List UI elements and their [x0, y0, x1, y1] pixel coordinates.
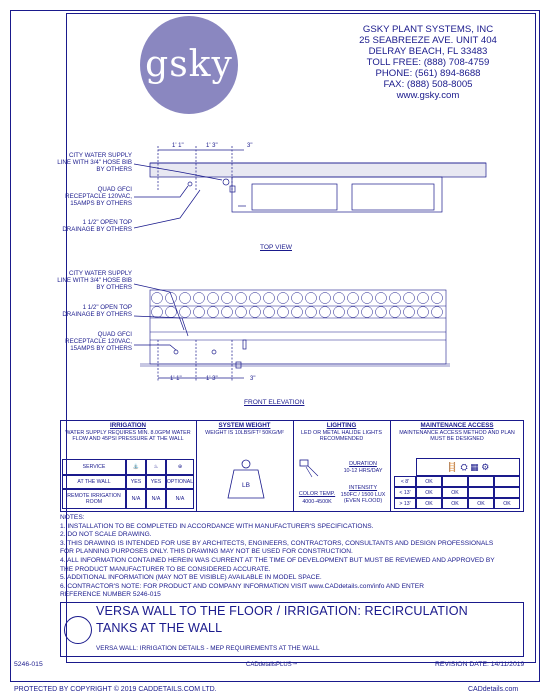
planter-pot — [348, 293, 359, 304]
planter-pot — [194, 307, 205, 318]
planter-pot — [376, 307, 387, 318]
note-item: REFERENCE NUMBER 5246-015 — [60, 591, 161, 599]
top-water-label: CITY WATER SUPPLY LINE WITH 3/4" HOSE BIB BY OTHERS — [57, 152, 132, 174]
planter-pot — [362, 307, 373, 318]
top-dim-2: 1' 3" — [206, 143, 218, 149]
planter-pot — [334, 307, 345, 318]
intensity-label: INTENSITY — [348, 485, 378, 491]
note-item: 3. THIS DRAWING IS INTENDED FOR USE BY ARCHITECTS, ENGINEERS, CONTRACTORS, CONSULTANTS AND DESIGN PROFESSIONALS — [60, 539, 494, 547]
detail-circle — [64, 616, 92, 644]
top-drain-label: 1 1/2" OPEN TOP DRAINAGE BY OTHERS — [62, 219, 132, 234]
top-dim-1: 1' 1" — [172, 143, 184, 149]
weight-icon — [226, 458, 266, 500]
drain-icon: ♨ — [153, 464, 159, 470]
irr-service: SERVICE — [62, 459, 126, 475]
front-gfci-label: QUAD GFCI RECEPTACLE 120VAC, 15AMPS BY OTHERS — [65, 331, 132, 353]
planter-pot — [180, 307, 191, 318]
scaffold-icon: ▦ — [470, 462, 479, 472]
maint-row-label: < 8' — [394, 476, 416, 487]
planter-pot — [390, 293, 401, 304]
planter-pot — [208, 307, 219, 318]
planter-pot — [292, 307, 303, 318]
note-item: 6. CONTRACTOR'S NOTE: FOR PRODUCT AND COMPANY INFORMATION VISIT www.CADdetails.com/info AND ENTER — [60, 582, 424, 590]
planter-pot — [376, 293, 387, 304]
copyright-footer: PROTECTED BY COPYRIGHT © 2019 CADDETAILS.COM LTD. — [14, 686, 217, 693]
note-item: THE PRODUCT MANUFACTURER TO BE CONSIDERED ACCURATE. — [60, 565, 271, 573]
company-website[interactable]: www.gsky.com — [396, 90, 460, 101]
front-water-label: CITY WATER SUPPLY LINE WITH 3/4" HOSE BIB BY OTHERS — [57, 270, 132, 292]
planter-pot — [306, 307, 317, 318]
maint-cell — [468, 487, 494, 498]
irr-row-val: N/A — [146, 489, 166, 509]
company-address: 25 SEABREEZE AVE. UNIT 404 — [359, 35, 497, 46]
note-item: FOR PLANNING PURPOSES ONLY. THIS DRAWING MAY NOT BE USED FOR CONSTRUCTION. — [60, 548, 353, 556]
spec-divider-3 — [390, 420, 391, 512]
irr-icon-1 — [126, 459, 146, 475]
company-name: GSKY PLANT SYSTEMS, INC — [362, 24, 494, 35]
logo-text: gsky — [145, 44, 233, 85]
drawing-title-line1: VERSA WALL TO THE FLOOR / IRRIGATION: RECIRCULATION — [96, 604, 468, 618]
irr-icon-3 — [166, 459, 194, 475]
company-tollfree: TOLL FREE: (888) 708-4759 — [366, 57, 490, 68]
drawing-subtitle: VERSA WALL: IRRIGATION DETAILS - MEP REQUIREMENTS AT THE WALL — [96, 645, 320, 652]
drawing-title-line2: TANKS AT THE WALL — [96, 621, 223, 635]
irrigation-text: WATER SUPPLY REQUIRES MIN. 8.0GPM WATER FLOW AND 45PSI PRESSURE AT THE WALL — [65, 430, 191, 443]
planter-pot — [278, 293, 289, 304]
maint-cell: OK — [468, 498, 494, 509]
planter-pot — [166, 307, 177, 318]
maint-cell: OK — [416, 498, 442, 509]
top-dim-3: 3" — [247, 143, 253, 149]
globe-icon: ⊕ — [177, 464, 183, 470]
planter-pot — [404, 293, 415, 304]
top-gfci-label: QUAD GFCI RECEPTACLE 120VAC, 15AMPS BY OTHERS — [65, 186, 132, 208]
lighting-heading: LIGHTING — [326, 422, 357, 429]
company-city: DELRAY BEACH, FL 33483 — [368, 46, 488, 57]
maint-row-label: > 13' — [394, 498, 416, 509]
maint-icons — [416, 458, 520, 476]
planter-pot — [306, 293, 317, 304]
revision-date: REVISION DATE: 14/11/2019 — [435, 661, 525, 668]
front-dim-3: 3" — [250, 376, 256, 382]
irr-row-val: OPTIONAL — [166, 475, 194, 489]
lift-icon: ⛭ — [460, 462, 468, 472]
maint-cell: OK — [442, 487, 468, 498]
maintenance-text: MAINTENANCE ACCESS METHOD AND PLAN MUST BE DESIGNED — [399, 430, 515, 443]
weight-text: WEIGHT IS 10LBS/FT² 50KG/M² — [205, 430, 284, 436]
maint-cell — [494, 476, 520, 487]
planter-pot — [320, 293, 331, 304]
irr-row-label: AT THE WALL — [62, 475, 126, 489]
irr-row-val: N/A — [166, 489, 194, 509]
weight-heading: SYSTEM WEIGHT — [218, 422, 271, 429]
notes-block — [60, 514, 522, 600]
planter-pot — [152, 307, 163, 318]
planter-pot — [264, 293, 275, 304]
planter-pot — [250, 293, 261, 304]
irr-row-val: N/A — [126, 489, 146, 509]
irr-row-val: YES — [146, 475, 166, 489]
drawing-title — [96, 603, 468, 637]
irr-icon-2 — [146, 459, 166, 475]
planter-pot — [152, 293, 163, 304]
note-item: 4. ALL INFORMATION CONTAINED HEREIN WAS CURRENT AT THE TIME OF DEVELOPMENT BUT MUST BE REVIEWED AND APPROVED BY — [60, 556, 495, 564]
planter-pot — [180, 293, 191, 304]
color-temp-label: COLOR TEMP. — [298, 491, 336, 497]
planter-pot — [334, 293, 345, 304]
maint-cell — [468, 476, 494, 487]
cad-details-plus: CADdetailsPLUS™ — [246, 662, 298, 668]
planter-pot — [320, 307, 331, 318]
top-view-title: TOP VIEW — [260, 244, 292, 251]
planter-pot — [222, 293, 233, 304]
planter-pot — [236, 307, 247, 318]
front-dim-1: 1' 1" — [170, 376, 182, 382]
company-phone: PHONE: (561) 894-8688 — [375, 68, 481, 79]
planter-pot — [418, 293, 429, 304]
planter-pot — [194, 293, 205, 304]
planter-pot — [362, 293, 373, 304]
lighting-text: LED OR METAL HALIDE LIGHTS RECOMMENDED — [301, 430, 382, 443]
company-fax: FAX: (888) 508-8005 — [383, 79, 473, 90]
planter-pot — [278, 307, 289, 318]
water-tap-icon: ⛲ — [132, 464, 140, 470]
reference-number: 5246-015 — [14, 661, 43, 668]
planter-pot — [208, 293, 219, 304]
note-item: 2. DO NOT SCALE DRAWING. — [60, 531, 152, 539]
duration-label: DURATION — [349, 461, 377, 467]
planter-pot — [292, 293, 303, 304]
planter-pot — [348, 307, 359, 318]
irrigation-heading: IRRIGATION — [110, 422, 146, 429]
color-temp-value: 4000-4500K — [302, 499, 332, 505]
caddetails-brand[interactable]: CADdetails.com — [468, 686, 519, 693]
irr-row-val: YES — [126, 475, 146, 489]
maint-cell — [442, 476, 468, 487]
notes-heading: NOTES: — [60, 514, 85, 521]
weight-icon-label: LB — [242, 482, 250, 489]
maint-cell: OK — [416, 487, 442, 498]
front-dim-2: 1' 3" — [206, 376, 218, 382]
lamp-icon — [298, 458, 320, 478]
maint-row-label: < 13' — [394, 487, 416, 498]
intensity-value: 150FC / 1500 LUX (EVEN FLOOD) — [340, 492, 386, 505]
planter-pot — [390, 307, 401, 318]
planter-pot — [236, 293, 247, 304]
maintenance-heading: MAINTENANCE ACCESS — [420, 422, 494, 429]
maint-cell: OK — [442, 498, 468, 509]
planter-pot — [418, 307, 429, 318]
duration-value: 10-12 HRS/DAY — [343, 468, 383, 474]
ladder-icon: 🪜 — [446, 462, 458, 472]
front-drain-label: 1 1/2" OPEN TOP DRAINAGE BY OTHERS — [62, 304, 132, 319]
planter-pot — [432, 307, 443, 318]
planter-pot — [264, 307, 275, 318]
maint-cell — [494, 487, 520, 498]
maint-cell: OK — [494, 498, 520, 509]
planter-pot — [222, 307, 233, 318]
maint-cell: OK — [416, 476, 442, 487]
note-item: 5. ADDITIONAL INFORMATION (MAY NOT BE VISIBLE) AVAILABLE IN MODEL SPACE. — [60, 574, 322, 582]
front-elevation-title: FRONT ELEVATION — [244, 399, 305, 406]
planter-pot — [404, 307, 415, 318]
boom-lift-icon: ⚙ — [481, 462, 490, 472]
planter-pot — [250, 307, 261, 318]
spec-divider-2 — [293, 420, 294, 512]
spec-divider-1 — [196, 420, 197, 512]
note-item: 1. INSTALLATION TO BE COMPLETED IN ACCORDANCE WITH MANUFACTURER'S SPECIFICATIONS. — [60, 522, 374, 530]
irr-row-label: REMOTE IRRIGATION ROOM — [62, 489, 126, 509]
planter-pot — [432, 293, 443, 304]
